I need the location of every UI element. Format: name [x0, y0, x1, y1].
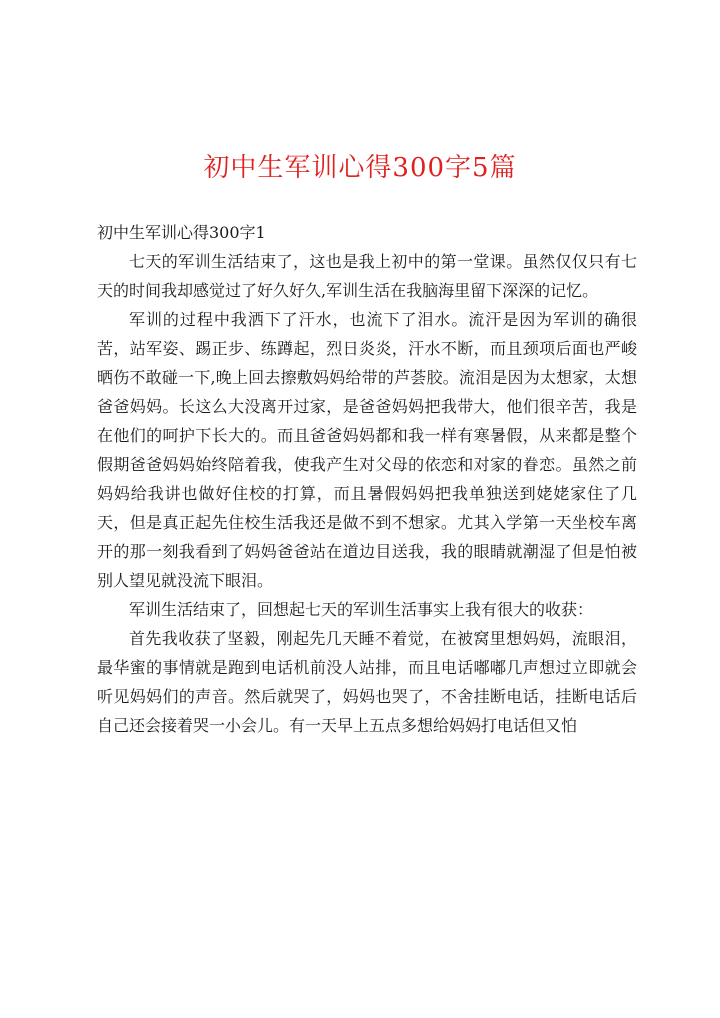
paragraph: 首先我收获了坚毅，刚起先几天睡不着觉，在被窝里想妈妈，流眼泪，最华蜜的事情就是跑到电话机前没人站排，而且电话嘟嘟几声想过立即就会听见妈妈们的声音。然后就哭了，妈妈也哭了，不舍挂断电话，挂断电话后自己还会接着哭一小会儿。有一天早上五点多想给妈妈打电话但又怕: [97, 629, 637, 735]
paragraph: 七天的军训生活结束了，这也是我上初中的第一堂课。虽然仅仅只有七天的时间我却感觉过了好久好久,军训生活在我脑海里留下深深的记忆。: [97, 252, 637, 300]
document-body: [97, 218, 637, 740]
paragraph: 军训生活结束了，回想起七天的军训生活事实上我有很大的收获：: [129, 600, 594, 619]
section-heading: 初中生军训心得300字1: [97, 223, 266, 242]
document-title: 初中生军训心得300字5篇: [203, 153, 517, 183]
paragraph: 军训的过程中我洒下了汗水，也流下了泪水。流汗是因为军训的确很苦，站军姿、踢正步、练蹲起，烈日炎炎，汗水不断，而且颈项后面也严峻晒伤不敢碰一下,晚上回去擦敷妈妈给带的芦荟胶。流泪是因为太想家，太想爸爸妈妈。长这么大没离开过家，是爸爸妈妈把我带大，他们很辛苦，我是在他们的呵护下长大的。而且爸爸妈妈都和我一样有寒暑假，从来都是整个假期爸爸妈妈始终陪着我，使我产生对父母的依恋和对家的眷恋。虽然之前妈妈给我讲也做好住校的打算，而且暑假妈妈把我单独送到姥姥家住了几天，但是真正起先住校生活我还是做不到不想家。尤其入学第一天坐校车离开的那一刻我看到了妈妈爸爸站在道边目送我，我的眼睛就潮湿了但是怕被别人望见就没流下眼泪。: [97, 310, 637, 590]
